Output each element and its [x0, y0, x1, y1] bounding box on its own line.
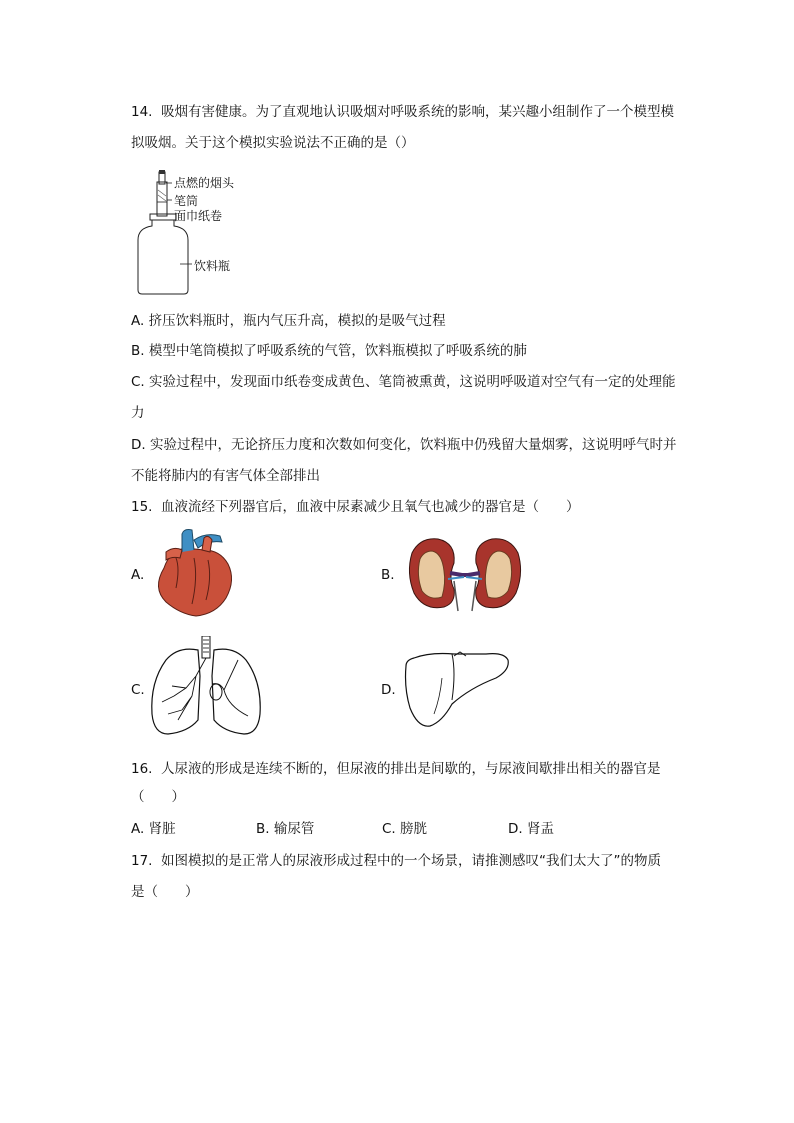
q14-number: 14.: [131, 104, 153, 120]
q16-text-line1: 16. 人尿液的形成是连续不断的，但尿液的排出是间歇的，与尿液间歇排出相关的器官是: [131, 761, 661, 777]
q17-number: 17.: [131, 853, 153, 869]
kidneys-image: [402, 533, 528, 617]
q15-text: 15. 血液流经下列器官后，血液中尿素减少且氧气也减少的器官是（ ）: [131, 499, 580, 515]
q16-text-line2: （ ）: [131, 789, 185, 805]
q14-text-line2: 拟吸烟。关于这个模拟实验说法不正确的是（）: [131, 135, 415, 151]
kidneys-icon: [402, 533, 528, 613]
q17-text-line2: 是（ ）: [131, 884, 199, 900]
q16-option-b: B. 输尿管: [256, 821, 315, 837]
label-pen-tube: 笔筒: [174, 194, 199, 208]
q14-bottle-model-figure: [130, 168, 290, 298]
heart-icon: [146, 528, 238, 618]
label-cigarette: 点燃的烟头: [174, 176, 235, 190]
liver-icon: [400, 648, 512, 730]
q14-option-c-line2: 力: [131, 405, 145, 421]
q15-option-c-label: C.: [131, 682, 145, 698]
heart-image: [146, 528, 238, 622]
q14-option-c-line1: C. 实验过程中，发现面巾纸卷变成黄色、笔筒被熏黄，这说明呼吸道对空气有一定的处理能: [131, 374, 676, 390]
liver-image: [400, 648, 512, 734]
q16-number: 16.: [131, 761, 153, 777]
label-bottle: 饮料瓶: [194, 259, 231, 273]
q15-option-b-label: B.: [381, 567, 395, 583]
lungs-icon: [148, 636, 264, 740]
q14-option-a: A. 挤压饮料瓶时，瓶内气压升高，模拟的是吸气过程: [131, 313, 446, 329]
lungs-image: [148, 636, 264, 744]
label-tissue-roll: 面巾纸卷: [174, 209, 223, 223]
q16-option-c: C. 膀胱: [382, 821, 428, 837]
q15-option-a-label: A.: [131, 567, 145, 583]
q15-number: 15.: [131, 499, 153, 515]
q14-text-line1: 14. 吸烟有害健康。为了直观地认识吸烟对呼吸系统的影响，某兴趣小组制作了一个模型模: [131, 104, 674, 120]
q16-option-d: D. 肾盂: [508, 821, 554, 837]
q15-option-d-label: D.: [381, 682, 396, 698]
q14-option-d-line1: D. 实验过程中，无论挤压力度和次数如何变化，饮料瓶中仍残留大量烟雾，这说明呼气时并: [131, 437, 677, 453]
q14-option-b: B. 模型中笔筒模拟了呼吸系统的气管，饮料瓶模拟了呼吸系统的肺: [131, 343, 527, 359]
q14-option-d-line2: 不能将肺内的有害气体全部排出: [131, 468, 320, 484]
q16-option-a: A. 肾脏: [131, 821, 176, 837]
q17-text-line1: 17. 如图模拟的是正常人的尿液形成过程中的一个场景，请推测感叹“我们太大了”的物质: [131, 853, 661, 869]
